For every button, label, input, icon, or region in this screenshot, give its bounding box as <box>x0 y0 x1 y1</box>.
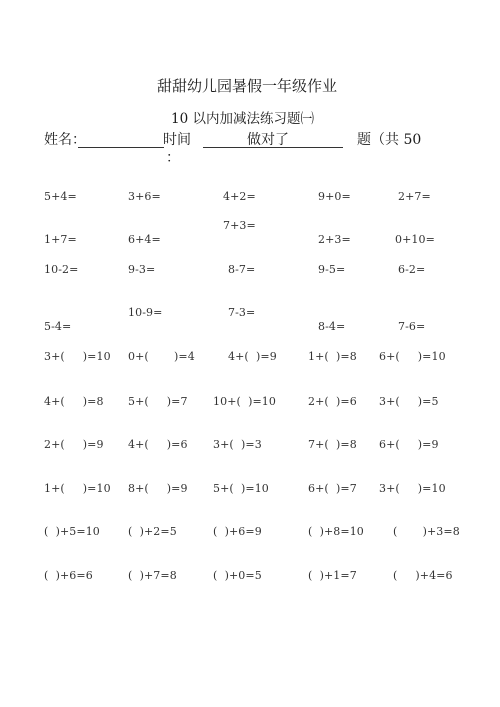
math-problem: 2+( )=9 <box>44 438 104 451</box>
name-label: 姓名： <box>44 132 86 148</box>
math-problem: 3+6= <box>128 190 161 203</box>
math-problem: 4+( )=8 <box>44 395 104 408</box>
name-blank[interactable] <box>78 147 164 148</box>
page-subtitle: 10 以内加减法练习题㈠ <box>171 111 314 127</box>
math-problem: 10-2= <box>44 263 79 276</box>
math-problem: ( )+0=5 <box>213 569 262 582</box>
math-problem: ( )+2=5 <box>128 525 177 538</box>
math-problem: 1+7= <box>44 233 77 246</box>
header-colon: ： <box>166 150 180 166</box>
math-problem: 5+( )=7 <box>128 395 188 408</box>
math-problem: 3+( )=3 <box>213 438 262 451</box>
math-problem: ( )+6=9 <box>213 525 262 538</box>
math-problem: 9+0= <box>318 190 351 203</box>
time-label: 时间 <box>163 132 191 148</box>
math-problem: ( )+4=6 <box>393 569 453 582</box>
math-problem: 0+( )=4 <box>128 350 195 363</box>
math-problem: ( )+8=10 <box>308 525 364 538</box>
math-problem: ( )+5=10 <box>44 525 100 538</box>
math-problem: 9-5= <box>318 263 346 276</box>
math-problem: 7+( )=8 <box>308 438 357 451</box>
math-problem: 6+( )=9 <box>379 438 439 451</box>
math-problem: 3+( )=5 <box>379 395 439 408</box>
math-problem: 6+4= <box>128 233 161 246</box>
math-problem: 4+( )=9 <box>228 350 277 363</box>
correct-label: 做对了 <box>247 132 289 148</box>
total-label: 题（共 50 <box>357 132 422 148</box>
math-problem: 6+( )=10 <box>379 350 446 363</box>
math-problem: ( )+6=6 <box>44 569 93 582</box>
math-problem: 5+4= <box>44 190 77 203</box>
math-problem: 5-4= <box>44 320 72 333</box>
math-problem: ( )+1=7 <box>308 569 357 582</box>
math-problem: 7-6= <box>398 320 426 333</box>
math-problem: 8-7= <box>228 263 256 276</box>
math-problem: 0+10= <box>395 233 435 246</box>
math-problem: 2+( )=6 <box>308 395 357 408</box>
math-problem: 9-3= <box>128 263 156 276</box>
math-problem: 6-2= <box>398 263 426 276</box>
math-problem: 6+( )=7 <box>308 482 357 495</box>
math-problem: 4+2= <box>223 190 256 203</box>
math-problem: ( )+7=8 <box>128 569 177 582</box>
math-problem: 4+( )=6 <box>128 438 188 451</box>
math-problem: 7+3= <box>223 219 256 232</box>
math-problem: 2+7= <box>398 190 431 203</box>
math-problem: ( )+3=8 <box>393 525 460 538</box>
math-problem: 2+3= <box>318 233 351 246</box>
math-problem: 1+( )=10 <box>44 482 111 495</box>
math-problem: 3+( )=10 <box>44 350 111 363</box>
math-problem: 3+( )=10 <box>379 482 446 495</box>
math-problem: 8+( )=9 <box>128 482 188 495</box>
math-problem: 7-3= <box>228 306 256 319</box>
math-problem: 10+( )=10 <box>213 395 277 408</box>
page-title: 甜甜幼儿园暑假一年级作业 <box>157 77 338 95</box>
math-problem: 8-4= <box>318 320 346 333</box>
math-problem: 10-9= <box>128 306 163 319</box>
math-problem: 1+( )=8 <box>308 350 357 363</box>
math-problem: 5+( )=10 <box>213 482 269 495</box>
